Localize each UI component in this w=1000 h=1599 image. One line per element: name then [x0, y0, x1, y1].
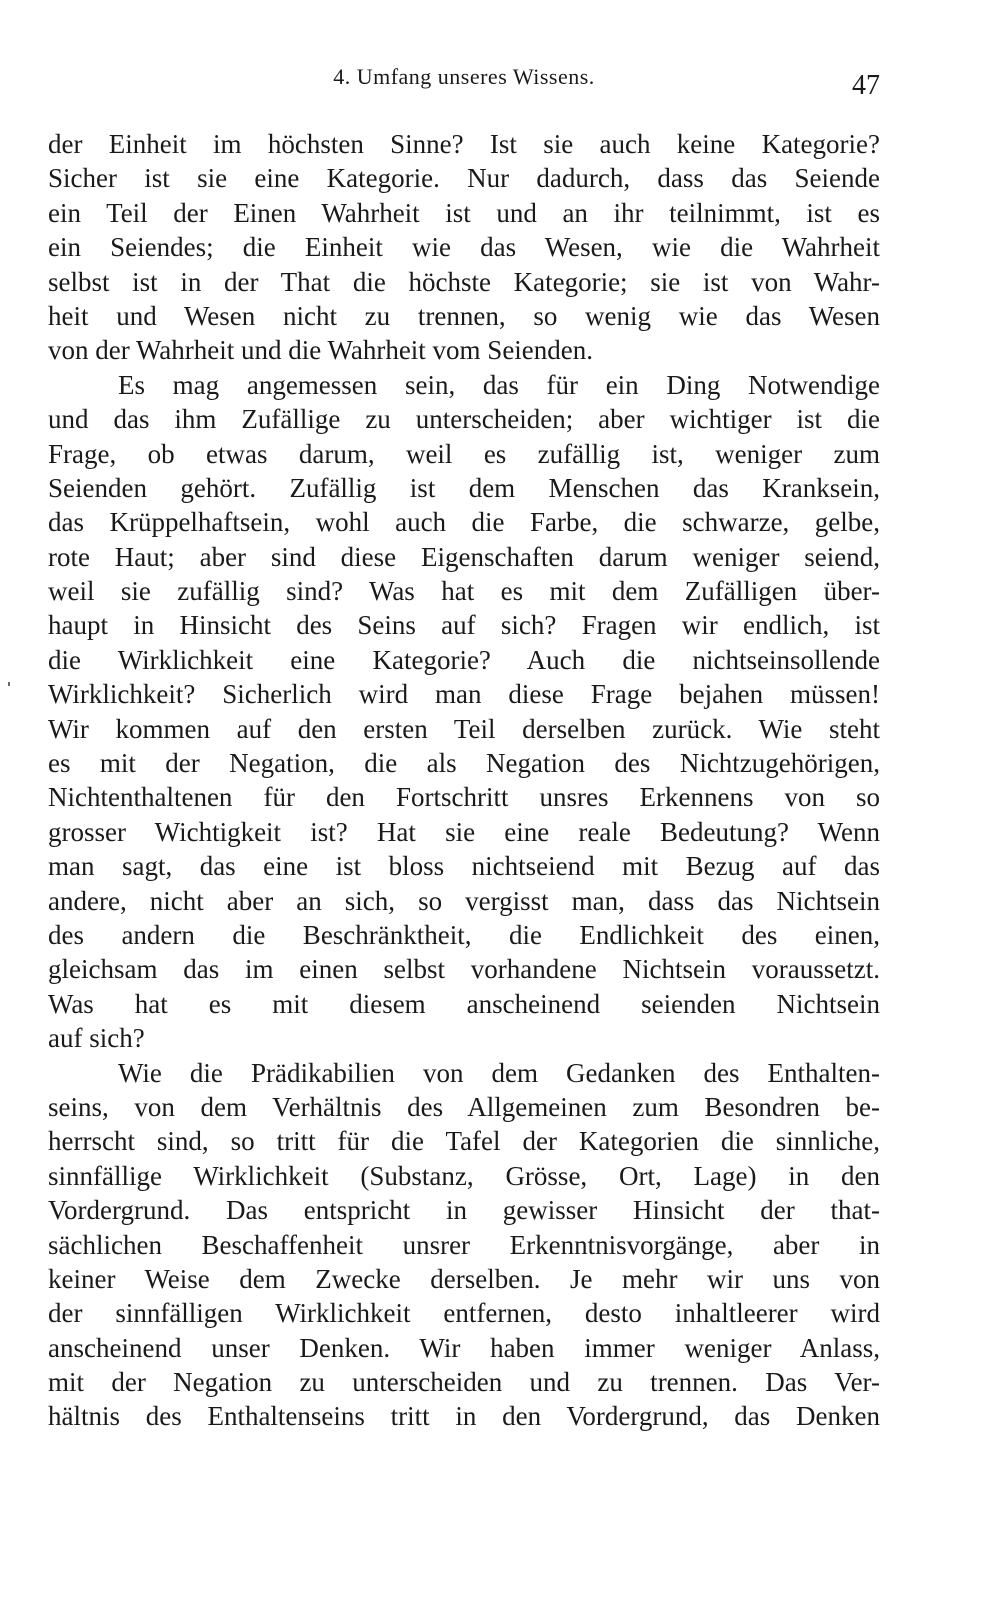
text-line: weil sie zufällig sind? Was hat es mit dem Zufälligen über- [48, 576, 880, 607]
text-line: ein Seiendes; die Einheit wie das Wesen, wie die Wahrheit [48, 232, 880, 263]
text-line: des andern die Beschränktheit, die Endlichkeit des einen, [48, 919, 880, 950]
text-line: seins, von dem Verhältnis des Allgemeinen zum Besondren be- [48, 1091, 880, 1122]
body-text [48, 127, 880, 1434]
text-line: haupt in Hinsicht des Seins auf sich? Fragen wir endlich, ist [48, 610, 880, 641]
text-line: Vordergrund. Das entspricht in gewisser Hinsicht der that- [48, 1195, 880, 1226]
text-line: heit und Wesen nicht zu trennen, so wenig wie das Wesen [48, 300, 880, 331]
text-line: Nichtenthaltenen für den Fortschritt unsres Erkennens von so [48, 782, 880, 813]
text-line: Was hat es mit diesem anscheinend seienden Nichtsein [48, 988, 880, 1019]
paragraph-end-line: auf sich? [48, 1023, 145, 1054]
text-line: ein Teil der Einen Wahrheit ist und an ihr teilnimmt, ist es [48, 197, 880, 228]
text-line: selbst ist in der That die höchste Kategorie; sie ist von Wahr- [48, 266, 880, 297]
text-line: andere, nicht aber an sich, so vergisst man, dass das Nichtsein [48, 885, 880, 916]
paragraph-start-line: Es mag angemessen sein, das für ein Ding Notwendige [118, 369, 880, 400]
text-line: keiner Weise dem Zwecke derselben. Je mehr wir uns von [48, 1263, 880, 1294]
text-line: und das ihm Zufällige zu unterscheiden; aber wichtiger ist die [48, 404, 880, 435]
text-line: mit der Negation zu unterscheiden und zu trennen. Das Ver- [48, 1367, 880, 1398]
running-title: 4. Umfang unseres Wissens. [333, 64, 595, 89]
text-line: grosser Wichtigkeit ist? Hat sie eine reale Bedeutung? Wenn [48, 816, 880, 847]
text-line: sinnfällige Wirklichkeit (Substanz, Grösse, Ort, Lage) in den [48, 1160, 880, 1191]
text-line: die Wirklichkeit eine Kategorie? Auch die nichtseinsollende [48, 644, 880, 675]
page-header [48, 64, 880, 104]
text-line: rote Haut; aber sind diese Eigenschaften darum weniger seiend, [48, 541, 880, 572]
text-line: sächlichen Beschaffenheit unsrer Erkenntnisvorgänge, aber in [48, 1229, 880, 1260]
margin-speck [8, 682, 10, 686]
text-line: es mit der Negation, die als Negation des Nichtzugehörigen, [48, 748, 880, 779]
text-line: hältnis des Enthaltenseins tritt in den Vordergrund, das Denken [48, 1401, 880, 1432]
text-line: Frage, ob etwas darum, weil es zufällig ist, weniger zum [48, 438, 880, 469]
text-line: Wirklichkeit? Sicherlich wird man diese Frage bejahen müssen! [48, 679, 880, 710]
paragraph-start-line: Wie die Prädikabilien von dem Gedanken des Enthalten- [118, 1057, 880, 1088]
text-line: Wir kommen auf den ersten Teil derselben zurück. Wie steht [48, 713, 880, 744]
text-line: gleichsam das im einen selbst vorhandene Nichtsein voraussetzt. [48, 954, 880, 985]
text-line: man sagt, das eine ist bloss nichtseiend mit Bezug auf das [48, 851, 880, 882]
text-line: der sinnfälligen Wirklichkeit entfernen, desto inhaltleerer wird [48, 1298, 880, 1329]
text-line: das Krüppelhaftsein, wohl auch die Farbe, die schwarze, gelbe, [48, 507, 880, 538]
paragraph-end-line: von der Wahrheit und die Wahrheit vom Seienden. [48, 335, 594, 366]
page-number: 47 [852, 70, 880, 101]
text-line: anscheinend unser Denken. Wir haben immer weniger Anlass, [48, 1332, 880, 1363]
text-line: der Einheit im höchsten Sinne? Ist sie auch keine Kategorie? [48, 129, 880, 159]
text-line: Seienden gehört. Zufällig ist dem Menschen das Kranksein, [48, 472, 880, 503]
text-line: Sicher ist sie eine Kategorie. Nur dadurch, dass das Seiende [48, 163, 880, 194]
text-line: herrscht sind, so tritt für die Tafel der Kategorien die sinnliche, [48, 1126, 880, 1157]
